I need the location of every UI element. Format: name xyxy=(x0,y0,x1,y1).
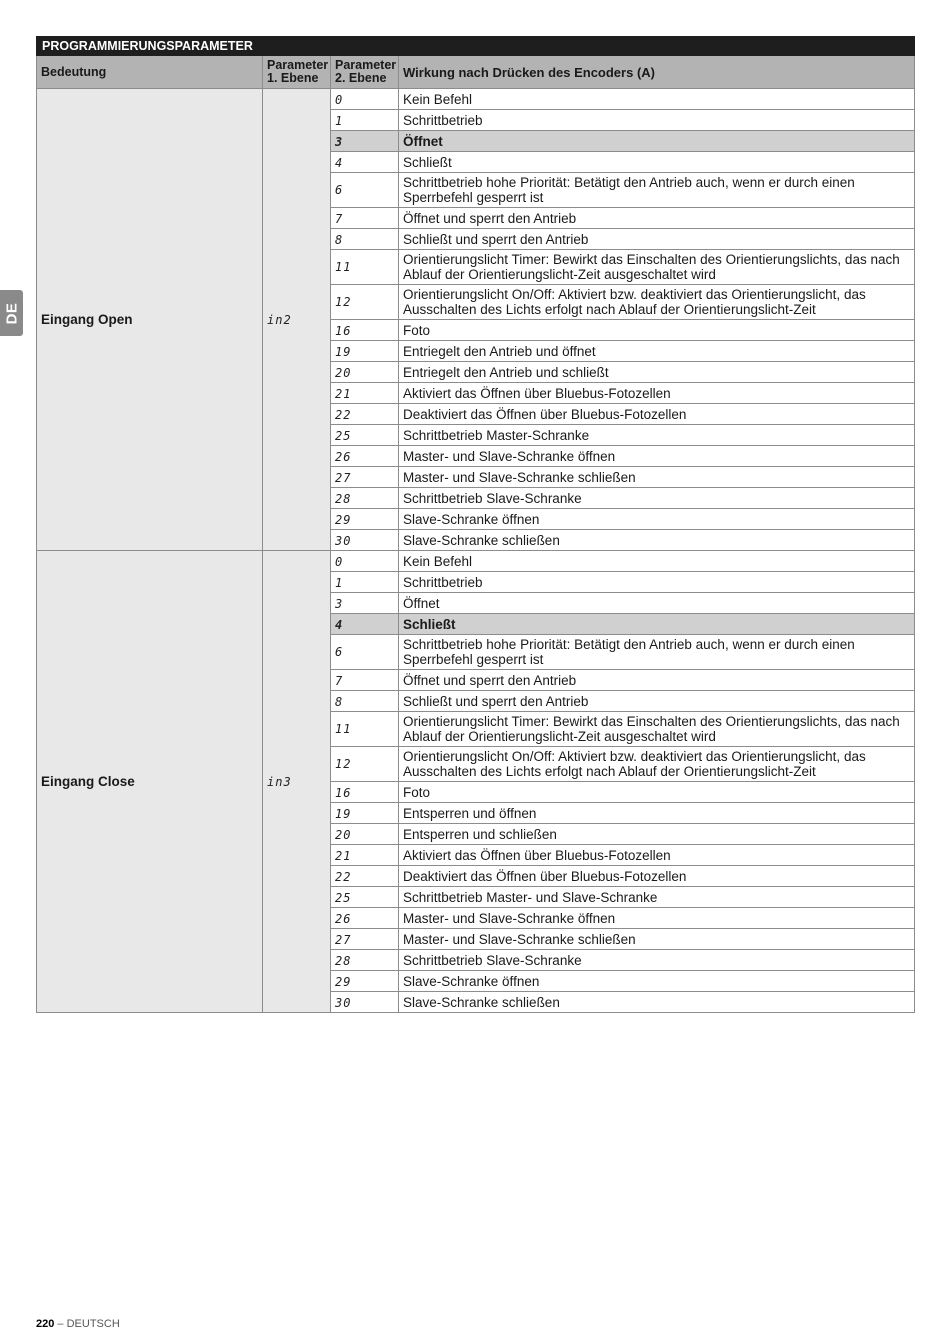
footer-language: DEUTSCH xyxy=(66,1318,120,1330)
level2-code: 3 xyxy=(335,596,344,611)
level2-code-cell xyxy=(331,110,399,131)
level2-code-cell xyxy=(331,971,399,992)
table-title: PROGRAMMIERUNGSPARAMETER xyxy=(37,37,915,56)
level2-code-cell xyxy=(331,446,399,467)
level2-code: 19 xyxy=(335,344,352,359)
group-level1-code-cell xyxy=(263,89,331,551)
effect-description: Master- und Slave-Schranke öffnen xyxy=(399,446,915,467)
effect-description: Master- und Slave-Schranke schließen xyxy=(399,467,915,488)
effect-description: Schließt und sperrt den Antrieb xyxy=(399,229,915,250)
level2-code-cell xyxy=(331,509,399,530)
level2-code-cell xyxy=(331,691,399,712)
level2-code-cell xyxy=(331,845,399,866)
level2-code: 30 xyxy=(335,995,352,1010)
effect-description: Orientierungslicht On/Off: Aktiviert bzw. deaktiviert das Orientierungslicht, das Ausschalten des Lichts erfolgt nach Ablauf der Orientierungslicht-Zeit xyxy=(399,285,915,320)
level2-code: 21 xyxy=(335,386,352,401)
effect-description: Entsperren und öffnen xyxy=(399,803,915,824)
effect-description: Schrittbetrieb hohe Priorität: Betätigt den Antrieb auch, wenn er durch einen Sperrbefehl gesperrt ist xyxy=(399,635,915,670)
level2-code-cell xyxy=(331,250,399,285)
effect-description: Öffnet und sperrt den Antrieb xyxy=(399,208,915,229)
level2-code: 19 xyxy=(335,806,352,821)
level2-code: 6 xyxy=(335,645,344,659)
level2-code: 26 xyxy=(335,449,352,464)
level2-code: 12 xyxy=(335,757,352,771)
level2-code: 25 xyxy=(335,428,352,443)
effect-description: Slave-Schranke öffnen xyxy=(399,509,915,530)
level2-code-cell xyxy=(331,229,399,250)
level2-code: 26 xyxy=(335,911,352,926)
effect-description: Schrittbetrieb Master- und Slave-Schranke xyxy=(399,887,915,908)
level2-code-cell xyxy=(331,152,399,173)
effect-description: Kein Befehl xyxy=(399,551,915,572)
page-number: 220 xyxy=(36,1318,55,1330)
level2-code: 8 xyxy=(335,694,344,709)
effect-description: Entsperren und schließen xyxy=(399,824,915,845)
level2-code: 20 xyxy=(335,365,352,380)
effect-description: Slave-Schranke schließen xyxy=(399,530,915,551)
level2-code-cell xyxy=(331,488,399,509)
effect-description: Orientierungslicht Timer: Bewirkt das Einschalten des Orientierungslichts, das nach Ablauf der Orientierungslicht-Zeit ausgeschaltet wird xyxy=(399,712,915,747)
effect-description: Slave-Schranke schließen xyxy=(399,992,915,1013)
level2-code-cell xyxy=(331,89,399,110)
level2-code-cell xyxy=(331,803,399,824)
level2-code: 4 xyxy=(335,617,344,632)
programming-parameters-table xyxy=(36,36,915,1013)
level2-code-cell xyxy=(331,404,399,425)
level2-code-cell xyxy=(331,866,399,887)
level2-code: 27 xyxy=(335,932,352,947)
level2-code-cell xyxy=(331,929,399,950)
level2-code: 27 xyxy=(335,470,352,485)
level2-code: 12 xyxy=(335,295,352,309)
effect-description: Kein Befehl xyxy=(399,89,915,110)
effect-description: Foto xyxy=(399,782,915,803)
header-effect: Wirkung nach Drücken des Encoders (A) xyxy=(399,56,915,89)
page-footer xyxy=(36,1318,120,1330)
level2-code-cell xyxy=(331,425,399,446)
language-tab-label: DE xyxy=(3,302,20,324)
effect-description: Aktiviert das Öffnen über Bluebus-Fotozellen xyxy=(399,845,915,866)
effect-description: Schrittbetrieb Slave-Schranke xyxy=(399,488,915,509)
level2-code: 30 xyxy=(335,533,352,548)
effect-description: Schrittbetrieb Master-Schranke xyxy=(399,425,915,446)
table-row xyxy=(37,89,915,110)
level2-code: 29 xyxy=(335,974,352,989)
group-level1-code-cell xyxy=(263,551,331,1013)
group-meaning: Eingang Open xyxy=(37,89,263,551)
effect-description: Orientierungslicht Timer: Bewirkt das Einschalten des Orientierungslichts, das nach Ablauf der Orientierungslicht-Zeit ausgeschaltet wird xyxy=(399,250,915,285)
effect-description: Entriegelt den Antrieb und schließt xyxy=(399,362,915,383)
effect-description: Schrittbetrieb hohe Priorität: Betätigt den Antrieb auch, wenn er durch einen Sperrbefehl gesperrt ist xyxy=(399,173,915,208)
level2-code-cell xyxy=(331,362,399,383)
header-level2-line2: 2. Ebene xyxy=(335,71,387,85)
level2-code: 1 xyxy=(335,575,344,590)
level2-code-cell xyxy=(331,747,399,782)
effect-description: Deaktiviert das Öffnen über Bluebus-Fotozellen xyxy=(399,404,915,425)
header-level2 xyxy=(331,56,399,89)
level2-code-cell xyxy=(331,635,399,670)
level2-code-cell xyxy=(331,208,399,229)
level2-code: 21 xyxy=(335,848,352,863)
level2-code: 7 xyxy=(335,673,344,688)
header-level1 xyxy=(263,56,331,89)
level2-code-cell xyxy=(331,782,399,803)
effect-description: Master- und Slave-Schranke schließen xyxy=(399,929,915,950)
header-meaning: Bedeutung xyxy=(37,56,263,89)
effect-description: Orientierungslicht On/Off: Aktiviert bzw. deaktiviert das Orientierungslicht, das Ausschalten des Lichts erfolgt nach Ablauf der Orientierungslicht-Zeit xyxy=(399,747,915,782)
level2-code-cell xyxy=(331,467,399,488)
level2-code-cell xyxy=(331,950,399,971)
effect-description: Schrittbetrieb xyxy=(399,572,915,593)
level2-code: 4 xyxy=(335,155,344,170)
level2-code-cell xyxy=(331,992,399,1013)
level2-code: 0 xyxy=(335,554,344,569)
level2-code-cell xyxy=(331,173,399,208)
effect-description: Foto xyxy=(399,320,915,341)
level2-code-cell xyxy=(331,908,399,929)
effect-description: Schrittbetrieb xyxy=(399,110,915,131)
level2-code: 3 xyxy=(335,134,344,149)
level2-code-cell xyxy=(331,670,399,691)
header-level1-line1: Parameter xyxy=(267,58,329,72)
level2-code: 11 xyxy=(335,722,352,736)
level2-code-cell xyxy=(331,341,399,362)
effect-description: Schließt xyxy=(399,614,915,635)
effect-description: Schließt und sperrt den Antrieb xyxy=(399,691,915,712)
level2-code: 0 xyxy=(335,92,344,107)
effect-description: Schließt xyxy=(399,152,915,173)
level2-code-cell xyxy=(331,712,399,747)
level2-code: 22 xyxy=(335,869,352,884)
level2-code-cell xyxy=(331,320,399,341)
language-tab xyxy=(0,290,23,336)
header-level2-line1: Parameter xyxy=(335,58,397,72)
level2-code: 28 xyxy=(335,953,352,968)
effect-description: Deaktiviert das Öffnen über Bluebus-Fotozellen xyxy=(399,866,915,887)
group-meaning: Eingang Close xyxy=(37,551,263,1013)
effect-description: Master- und Slave-Schranke öffnen xyxy=(399,908,915,929)
level2-code: 29 xyxy=(335,512,352,527)
group-level1-code: in2 xyxy=(267,313,292,327)
table-row xyxy=(37,551,915,572)
effect-description: Schrittbetrieb Slave-Schranke xyxy=(399,950,915,971)
level2-code: 7 xyxy=(335,211,344,226)
level2-code-cell xyxy=(331,285,399,320)
level2-code: 8 xyxy=(335,232,344,247)
level2-code: 1 xyxy=(335,113,344,128)
level2-code-cell xyxy=(331,530,399,551)
table-body xyxy=(37,89,915,1013)
footer-separator: – xyxy=(54,1318,67,1330)
level2-code-cell xyxy=(331,131,399,152)
effect-description: Slave-Schranke öffnen xyxy=(399,971,915,992)
effect-description: Öffnet und sperrt den Antrieb xyxy=(399,670,915,691)
table-title-row xyxy=(37,37,915,56)
level2-code: 20 xyxy=(335,827,352,842)
level2-code-cell xyxy=(331,383,399,404)
effect-description: Öffnet xyxy=(399,131,915,152)
level2-code: 22 xyxy=(335,407,352,422)
level2-code: 6 xyxy=(335,183,344,197)
effect-description: Aktiviert das Öffnen über Bluebus-Fotozellen xyxy=(399,383,915,404)
table-header-row xyxy=(37,56,915,89)
level2-code: 25 xyxy=(335,890,352,905)
effect-description: Öffnet xyxy=(399,593,915,614)
level2-code: 16 xyxy=(335,785,352,800)
level2-code: 28 xyxy=(335,491,352,506)
level2-code-cell xyxy=(331,572,399,593)
level2-code: 16 xyxy=(335,323,352,338)
level2-code-cell xyxy=(331,887,399,908)
effect-description: Entriegelt den Antrieb und öffnet xyxy=(399,341,915,362)
level2-code-cell xyxy=(331,824,399,845)
level2-code-cell xyxy=(331,551,399,572)
level2-code: 11 xyxy=(335,260,352,274)
level2-code-cell xyxy=(331,593,399,614)
group-level1-code: in3 xyxy=(267,775,292,789)
header-level1-line2: 1. Ebene xyxy=(267,71,319,85)
level2-code-cell xyxy=(331,614,399,635)
